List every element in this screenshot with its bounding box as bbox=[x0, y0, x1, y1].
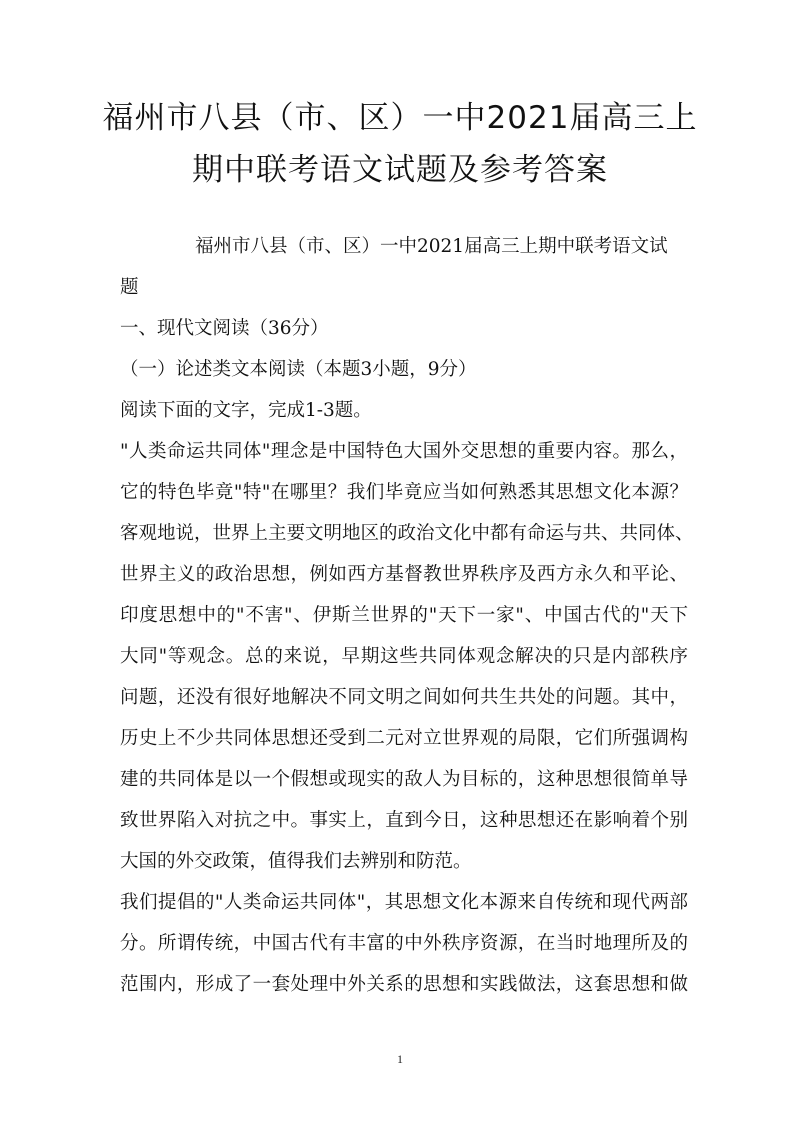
paragraph-line: 印度思想中的"不害"、伊斯兰世界的"天下一家"、中国古代的"天下 bbox=[120, 605, 688, 626]
subtitle bbox=[120, 226, 688, 308]
paragraph-line: 建的共同体是以一个假想或现实的敌人为目标的，这种思想很简单导 bbox=[120, 769, 688, 790]
section-heading bbox=[120, 308, 688, 349]
document-body bbox=[120, 226, 694, 1005]
document-title bbox=[0, 92, 800, 196]
page-number: 1 bbox=[397, 1052, 403, 1066]
paragraph-line: 致世界陷入对抗之中。事实上，直到今日，这种思想还在影响着个别 bbox=[120, 810, 688, 831]
title-line-2: 期中联考语文试题及参考答案 bbox=[192, 152, 608, 188]
instruction bbox=[120, 390, 688, 431]
paragraph-line: "人类命运共同体"理念是中国特色大国外交思想的重要内容。那么， bbox=[120, 441, 688, 462]
paragraph-line: 它的特色毕竟"特"在哪里？我们毕竟应当如何熟悉其思想文化本源？ bbox=[120, 482, 688, 503]
subsection-heading-text: （一）论述类文本阅读（本题3小题，9分） bbox=[120, 359, 477, 380]
paragraph-line: 大国的外交政策，值得我们去辨别和防范。 bbox=[120, 851, 472, 872]
paragraph-line: 客观地说，世界上主要文明地区的政治文化中都有命运与共、共同体、 bbox=[120, 523, 694, 544]
section-heading-text: 一、现代文阅读（36分） bbox=[120, 318, 329, 339]
paragraph-line: 问题，还没有很好地解决不同文明之间如何共生共处的问题。其中， bbox=[120, 687, 688, 708]
paragraph-line: 我们提倡的"人类命运共同体"，其思想文化本源来自传统和现代两部 bbox=[120, 892, 688, 913]
paragraph-line: 分。所谓传统，中国古代有丰富的中外秩序资源，在当时地理所及的 bbox=[120, 933, 688, 954]
subtitle-line-2: 题 bbox=[120, 277, 139, 298]
paragraph-line: 历史上不少共同体思想还受到二元对立世界观的局限，它们所强调构 bbox=[120, 728, 688, 749]
paragraph-line: 世界主义的政治思想，例如西方基督教世界秩序及西方永久和平论、 bbox=[120, 564, 688, 585]
paragraph-line: 范围内，形成了一套处理中外关系的思想和实践做法，这套思想和做 bbox=[120, 974, 688, 995]
title-line-1: 福州市八县（市、区）一中2021届高三上 bbox=[102, 100, 698, 136]
paragraph-2 bbox=[120, 882, 688, 1005]
instruction-text: 阅读下面的文字，完成1-3题。 bbox=[120, 400, 372, 421]
paragraph-1 bbox=[120, 431, 694, 882]
subtitle-line-1: 福州市八县（市、区）一中2021届高三上期中联考语文试 bbox=[195, 236, 668, 257]
paragraph-line: 大同"等观念。总的来说，早期这些共同体观念解决的只是内部秩序 bbox=[120, 646, 688, 667]
subsection-heading bbox=[120, 349, 688, 390]
